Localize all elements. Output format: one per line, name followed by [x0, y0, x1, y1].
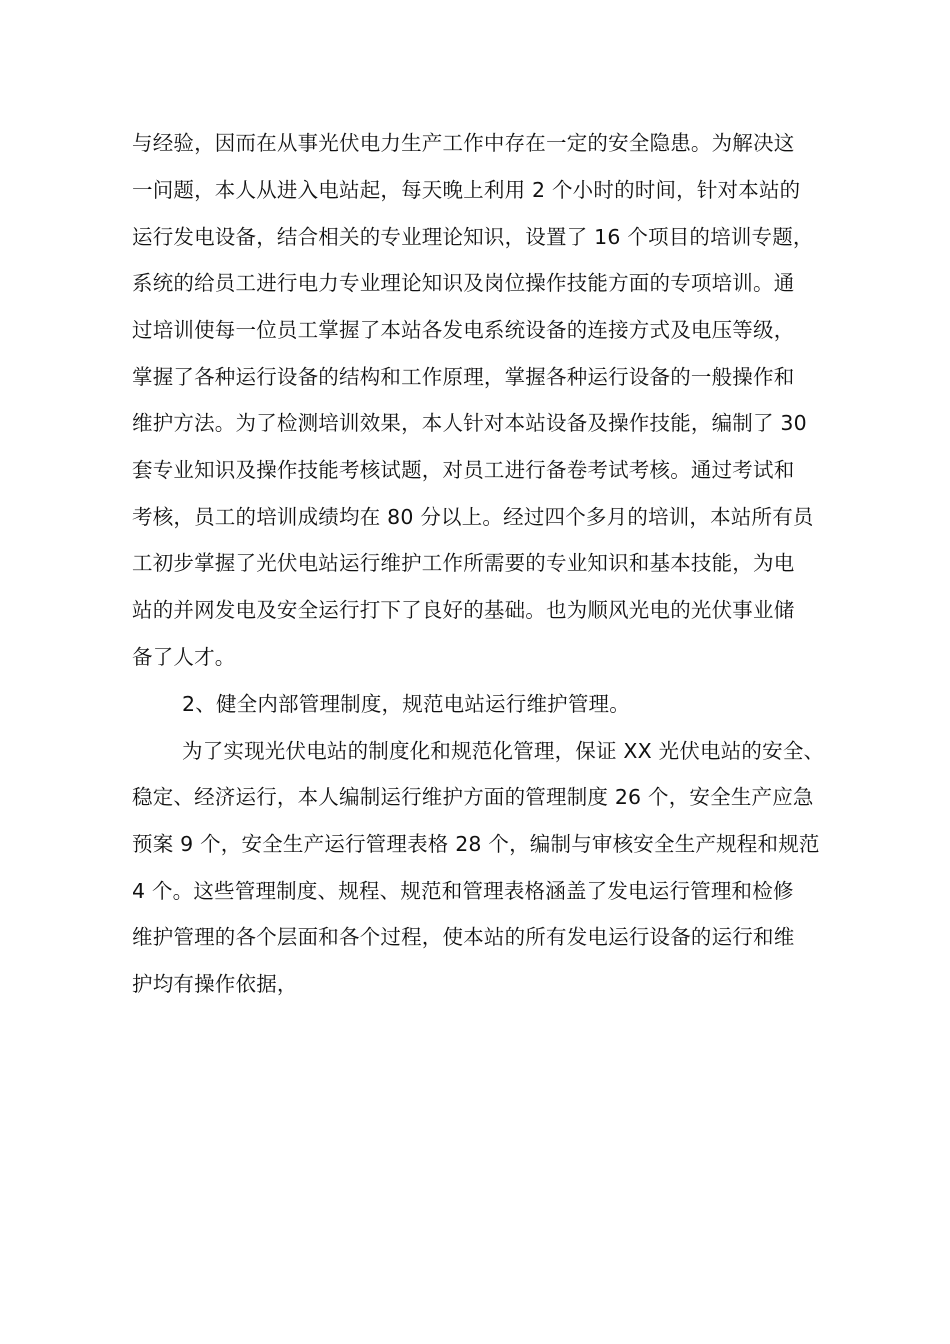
section-heading: 2、健全内部管理制度，规范电站运行维护管理。 [182, 692, 630, 716]
paragraph-line: 维护方法。为了检测培训效果，本人针对本站设备及操作技能，编制了 30 [132, 411, 807, 435]
paragraph-line: 掌握了各种运行设备的结构和工作原理，掌握各种运行设备的一般操作和 [132, 365, 795, 389]
paragraph-line: 备了人才。 [132, 645, 236, 669]
paragraph-line: 与经验，因而在从事光伏电力生产工作中存在一定的安全隐患。为解决这 [132, 131, 795, 155]
paragraph-line: 预案 9 个，安全生产运行管理表格 28 个，编制与审核安全生产规程和规范 [132, 832, 820, 856]
paragraph-line: 运行发电设备，结合相关的专业理论知识，设置了 16 个项目的培训专题， [132, 225, 814, 249]
paragraph-line: 考核，员工的培训成绩均在 80 分以上。经过四个多月的培训，本站所有员 [132, 505, 814, 529]
paragraph-line: 过培训使每一位员工掌握了本站各发电系统设备的连接方式及电压等级， [132, 318, 795, 342]
paragraph-line: 一问题，本人从进入电站起，每天晚上利用 2 个小时的时间，针对本站的 [132, 178, 801, 202]
paragraph-line: 4 个。这些管理制度、规程、规范和管理表格涵盖了发电运行管理和检修 [132, 879, 794, 903]
paragraph-line: 系统的给员工进行电力专业理论知识及岗位操作技能方面的专项培训。通 [132, 271, 795, 295]
paragraph-line: 为了实现光伏电站的制度化和规范化管理，保证 XX 光伏电站的安全、 [182, 739, 825, 763]
paragraph-line: 站的并网发电及安全运行打下了良好的基础。也为顺风光电的光伏事业储 [132, 598, 795, 622]
paragraph-line: 套专业知识及操作技能考核试题，对员工进行备卷考试考核。通过考试和 [132, 458, 795, 482]
paragraph-line: 工初步掌握了光伏电站运行维护工作所需要的专业知识和基本技能，为电 [132, 551, 795, 575]
paragraph-line: 维护管理的各个层面和各个过程，使本站的所有发电运行设备的运行和维 [132, 925, 795, 949]
paragraph-line: 护均有操作依据， [132, 972, 298, 996]
paragraph-line: 稳定、经济运行，本人编制运行维护方面的管理制度 26 个，安全生产应急 [132, 785, 814, 809]
